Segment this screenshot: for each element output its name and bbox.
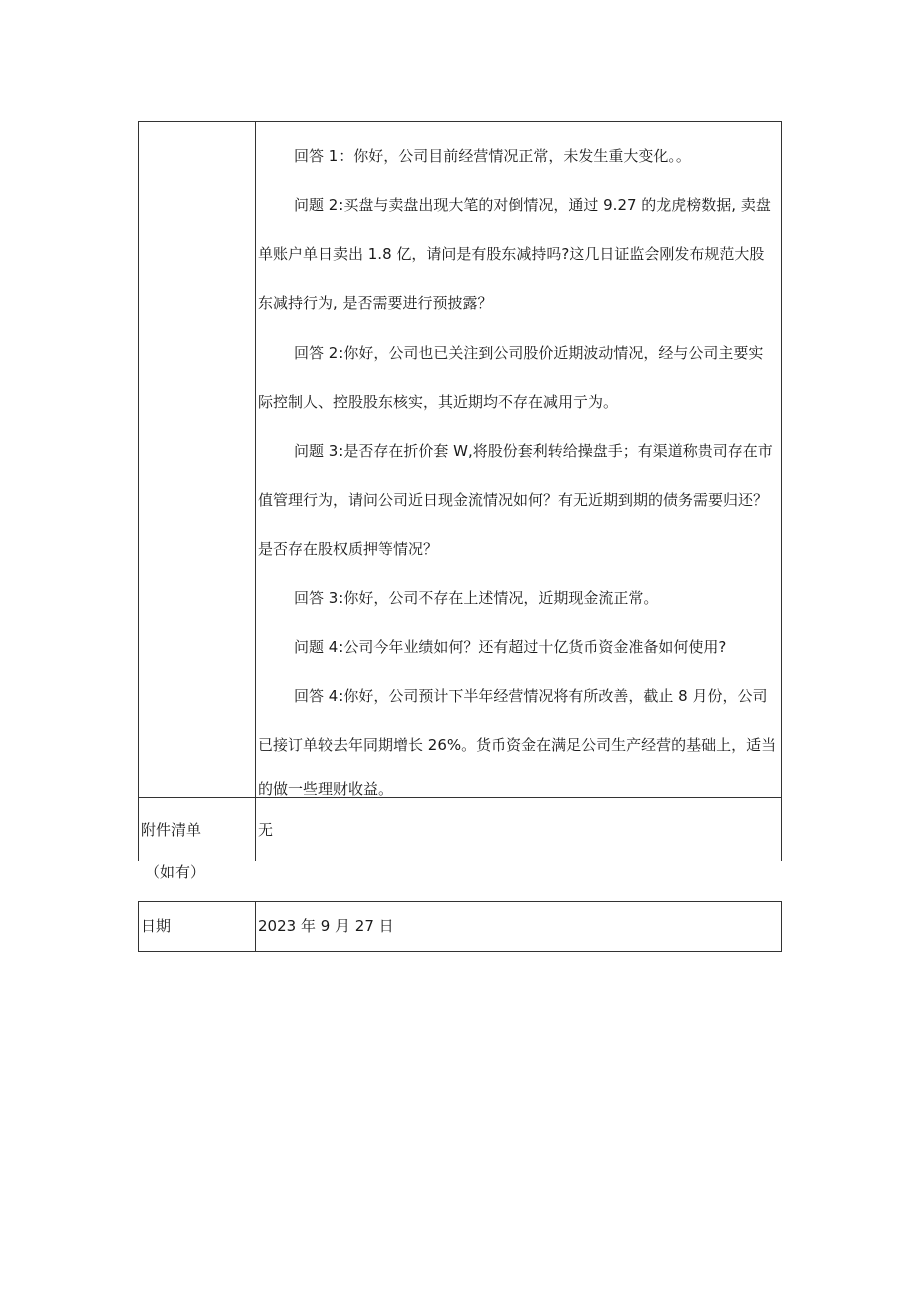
date-value: 2023 年 9 月 27 日	[258, 917, 394, 935]
question-4-line: 问题 4:公司今年业绩如何？还有超过十亿货币资金准备如何使用?	[294, 638, 727, 656]
question-2-line-2: 单账户单日卖出 1.8 亿，请问是有股东减持吗?这几日证监会刚发布规范大股	[258, 245, 765, 263]
attachments-right-border	[781, 797, 782, 861]
qa-column-divider	[255, 121, 256, 861]
attachments-label: 附件清单	[141, 821, 202, 839]
question-3-line-3: 是否存在股权质押等情况？	[258, 540, 439, 558]
answer-3-line: 回答 3:你好，公司不存在上述情况，近期现金流正常。	[294, 589, 659, 607]
question-3-line-2: 值管理行为，请问公司近日现金流情况如何？有无近期到期的债务需要归还？	[258, 491, 769, 509]
date-column-divider	[255, 901, 256, 952]
answer-4-line-3: 的做一些理财收益。	[258, 780, 394, 797]
answer-2-line-2: 际控制人、控股股东核实，其近期均不存在减用亍为。	[258, 393, 619, 411]
answer-2-line-1: 回答 2:你好，公司也已关注到公司股价近期波动情况，经与公司主要实	[294, 344, 764, 362]
date-label: 日期	[141, 917, 172, 935]
attachments-value: 无	[258, 821, 274, 839]
answer-1-line: 回答 1：你好，公司目前经营情况正常，未发生重大变化。。	[294, 147, 691, 165]
answer-4-line-1: 回答 4:你好，公司预计下半年经营情况将有所改善，截止 8 月份，公司	[294, 687, 768, 705]
date-row	[138, 901, 782, 952]
question-2-line-3: 东减持行为, 是否需要进行预披露？	[258, 294, 493, 312]
attachments-left-border	[138, 797, 139, 861]
question-2-line-1: 问题 2:买盘与卖盘出现大笔的对倒情况，通过 9.27 的龙虎榜数据, 卖盘	[294, 196, 771, 214]
answer-4-line-2: 已接订单较去年同期增长 26%。货币资金在满足公司生产经营的基础上，适当	[258, 736, 777, 754]
attachments-label-suffix: （如有）	[145, 863, 206, 881]
question-3-line-1: 问题 3:是否存在折价套 W,将股份套利转给操盘手；有渠道称贵司存在市	[294, 442, 773, 460]
